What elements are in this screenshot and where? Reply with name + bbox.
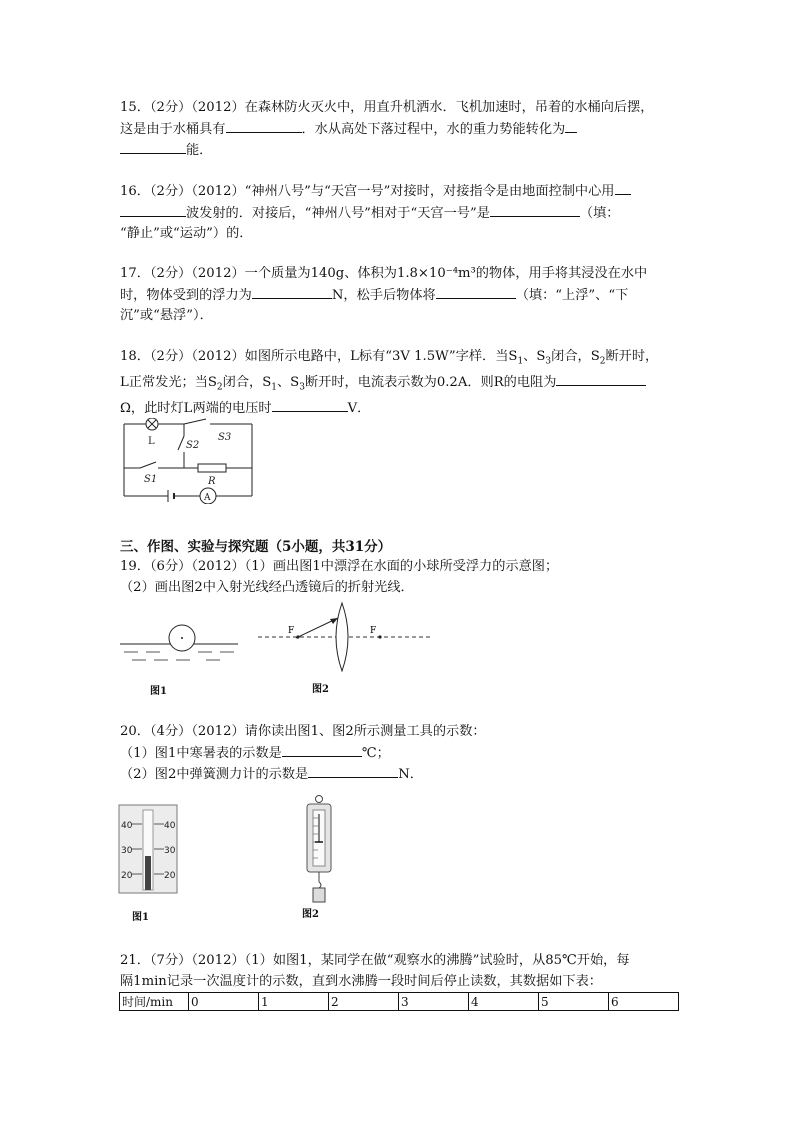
question-19 (120, 557, 680, 598)
focus-right-label: F (370, 626, 377, 636)
q18-text: L正常发光；当S (120, 375, 217, 391)
section-title: 三、作图、实验与探究题（5小题，共31分） (120, 539, 392, 555)
convex-lens-figure (256, 600, 434, 672)
label-A: A (204, 493, 211, 503)
q17-text: N，松手后物体将 (331, 287, 436, 303)
table-cell: 0 (189, 993, 259, 1011)
subscript: 2 (216, 382, 223, 393)
q17-text: （填：“上浮”、“下 (515, 287, 629, 303)
q20-fig2-caption: 图2 (302, 909, 319, 920)
lens-icon (336, 603, 348, 671)
label-S1: S1 (144, 474, 158, 485)
floating-ball-figure (118, 622, 242, 670)
table-cell: 1 (259, 993, 329, 1011)
q15-text: 这是由于水桶具有 (120, 121, 226, 137)
q15-text: ．水从高处下落过程中，水的重力势能转化为 (301, 121, 566, 137)
q20-line1: 20．（4分）（2012）请你读出图1、图2所示测量工具的示数： (120, 724, 486, 739)
q18-text: 、S (523, 349, 546, 364)
answer-blank[interactable] (272, 398, 348, 412)
temperature-table (119, 992, 679, 1011)
q16-text: 波发射的．对接后，“神州八号”相对于“天宫一号”是 (186, 205, 490, 221)
label-S3: S3 (218, 432, 232, 443)
subscript: 1 (517, 356, 524, 367)
label-R: R (208, 476, 216, 487)
spring-scale-figure (302, 794, 336, 906)
q16-line3: “静止”或“运动”）的． (120, 226, 253, 241)
subscript: 1 (271, 382, 277, 393)
answer-blank[interactable] (565, 119, 577, 133)
focus-left-label: F (288, 626, 295, 636)
table-cell: 5 (539, 993, 609, 1011)
scale-label: 40 (121, 821, 133, 831)
answer-blank[interactable] (490, 203, 580, 217)
resistor-icon (198, 464, 226, 472)
table-cell: 3 (399, 993, 469, 1011)
question-15 (120, 98, 680, 162)
question-17 (120, 264, 680, 327)
answer-blank[interactable] (120, 140, 186, 154)
q20-text: N． (398, 767, 423, 782)
question-21 (120, 951, 680, 992)
q19-line1: 19．（6分）（2012）（1）画出图1中漂浮在水面的小球所受浮力的示意图； (120, 559, 559, 574)
q17-line1: 17．（2分）（2012）一个质量为140g、体积为1.8×10⁻⁴m³的物体，用手将其浸没在水中 (120, 266, 648, 281)
q18-text: 断开时，电流表示数为0.2A．则R的电阻为 (304, 375, 557, 391)
answer-blank[interactable] (252, 285, 332, 299)
weight-icon (313, 888, 325, 902)
q20-fig1-caption: 图1 (132, 912, 149, 923)
subscript: 3 (545, 356, 552, 367)
label-L: L (148, 436, 155, 447)
q15-text: 能． (186, 143, 213, 158)
q17-line3: 沉”或“悬浮”）． (120, 308, 213, 323)
q17-text: 时，物体受到的浮力为 (120, 287, 252, 303)
q18-text: 断开时， (605, 349, 659, 364)
scale-label: 30 (164, 846, 176, 856)
lamp-icon (146, 418, 158, 430)
q16-text: 16．（2分）（2012）“神州八号”与“天宫一号”对接时，对接指令是由地面控制中心用 (120, 184, 615, 199)
scale-label: 20 (164, 871, 176, 881)
subscript: 3 (299, 382, 305, 393)
q20-text: （1）图1中寒暑表的示数是 (120, 745, 282, 761)
q20-text: ℃； (361, 745, 390, 761)
q18-text: 闭合，S (551, 349, 600, 364)
answer-blank[interactable] (615, 181, 631, 195)
subscript: 2 (599, 356, 606, 367)
mercury-column (145, 856, 151, 890)
q16-text: （填： (579, 205, 620, 221)
answer-blank[interactable] (226, 119, 302, 133)
scale-label: 40 (164, 821, 176, 831)
answer-blank[interactable] (308, 764, 398, 778)
answer-blank[interactable] (120, 203, 186, 217)
q18-text: 、S (277, 375, 300, 391)
q21-line2: 隔1min记录一次温度计的示数，直到水沸腾一段时间后停止读数，其数据如下表： (120, 973, 602, 989)
circuit-diagram (118, 418, 258, 504)
question-18 (120, 347, 680, 420)
fig1-caption: 图1 (150, 686, 167, 697)
q18-text: 闭合，S (222, 375, 272, 391)
table-cell: 4 (469, 993, 539, 1011)
label-S2: S2 (186, 440, 200, 451)
q21-line1: 21．（7分）（2012）（1）如图1，某同学在做“观察水的沸腾”试验时，从85℃开始，每 (120, 953, 630, 968)
table-cell: 6 (609, 993, 679, 1011)
answer-blank[interactable] (282, 743, 362, 757)
q19-line2: （2）画出图2中入射光线经凸透镜后的折射光线． (120, 579, 414, 595)
answer-blank[interactable] (556, 372, 646, 386)
scale-label: 30 (121, 846, 133, 856)
question-16 (120, 181, 680, 245)
question-20 (120, 722, 680, 786)
q15-line1: 15．（2分）（2012）在森林防火灭火中，用直升机洒水．飞机加速时，吊着的水桶向后摆， (120, 100, 654, 115)
q20-text: （2）图2中弹簧测力计的示数是 (120, 767, 309, 782)
fig2-caption: 图2 (312, 684, 329, 695)
thermometer-figure (118, 804, 178, 894)
q18-text: 18．（2分）（2012）如图所示电路中，L标有“3V 1.5W”字样．当S (120, 349, 518, 364)
q18-text: V． (347, 401, 371, 417)
table-cell: 2 (329, 993, 399, 1011)
table-row (120, 993, 679, 1011)
scale-label: 20 (121, 871, 133, 881)
answer-blank[interactable] (436, 285, 516, 299)
table-header-cell: 时间/min (120, 993, 189, 1011)
q18-text: Ω，此时灯L两端的电压时 (120, 401, 272, 417)
